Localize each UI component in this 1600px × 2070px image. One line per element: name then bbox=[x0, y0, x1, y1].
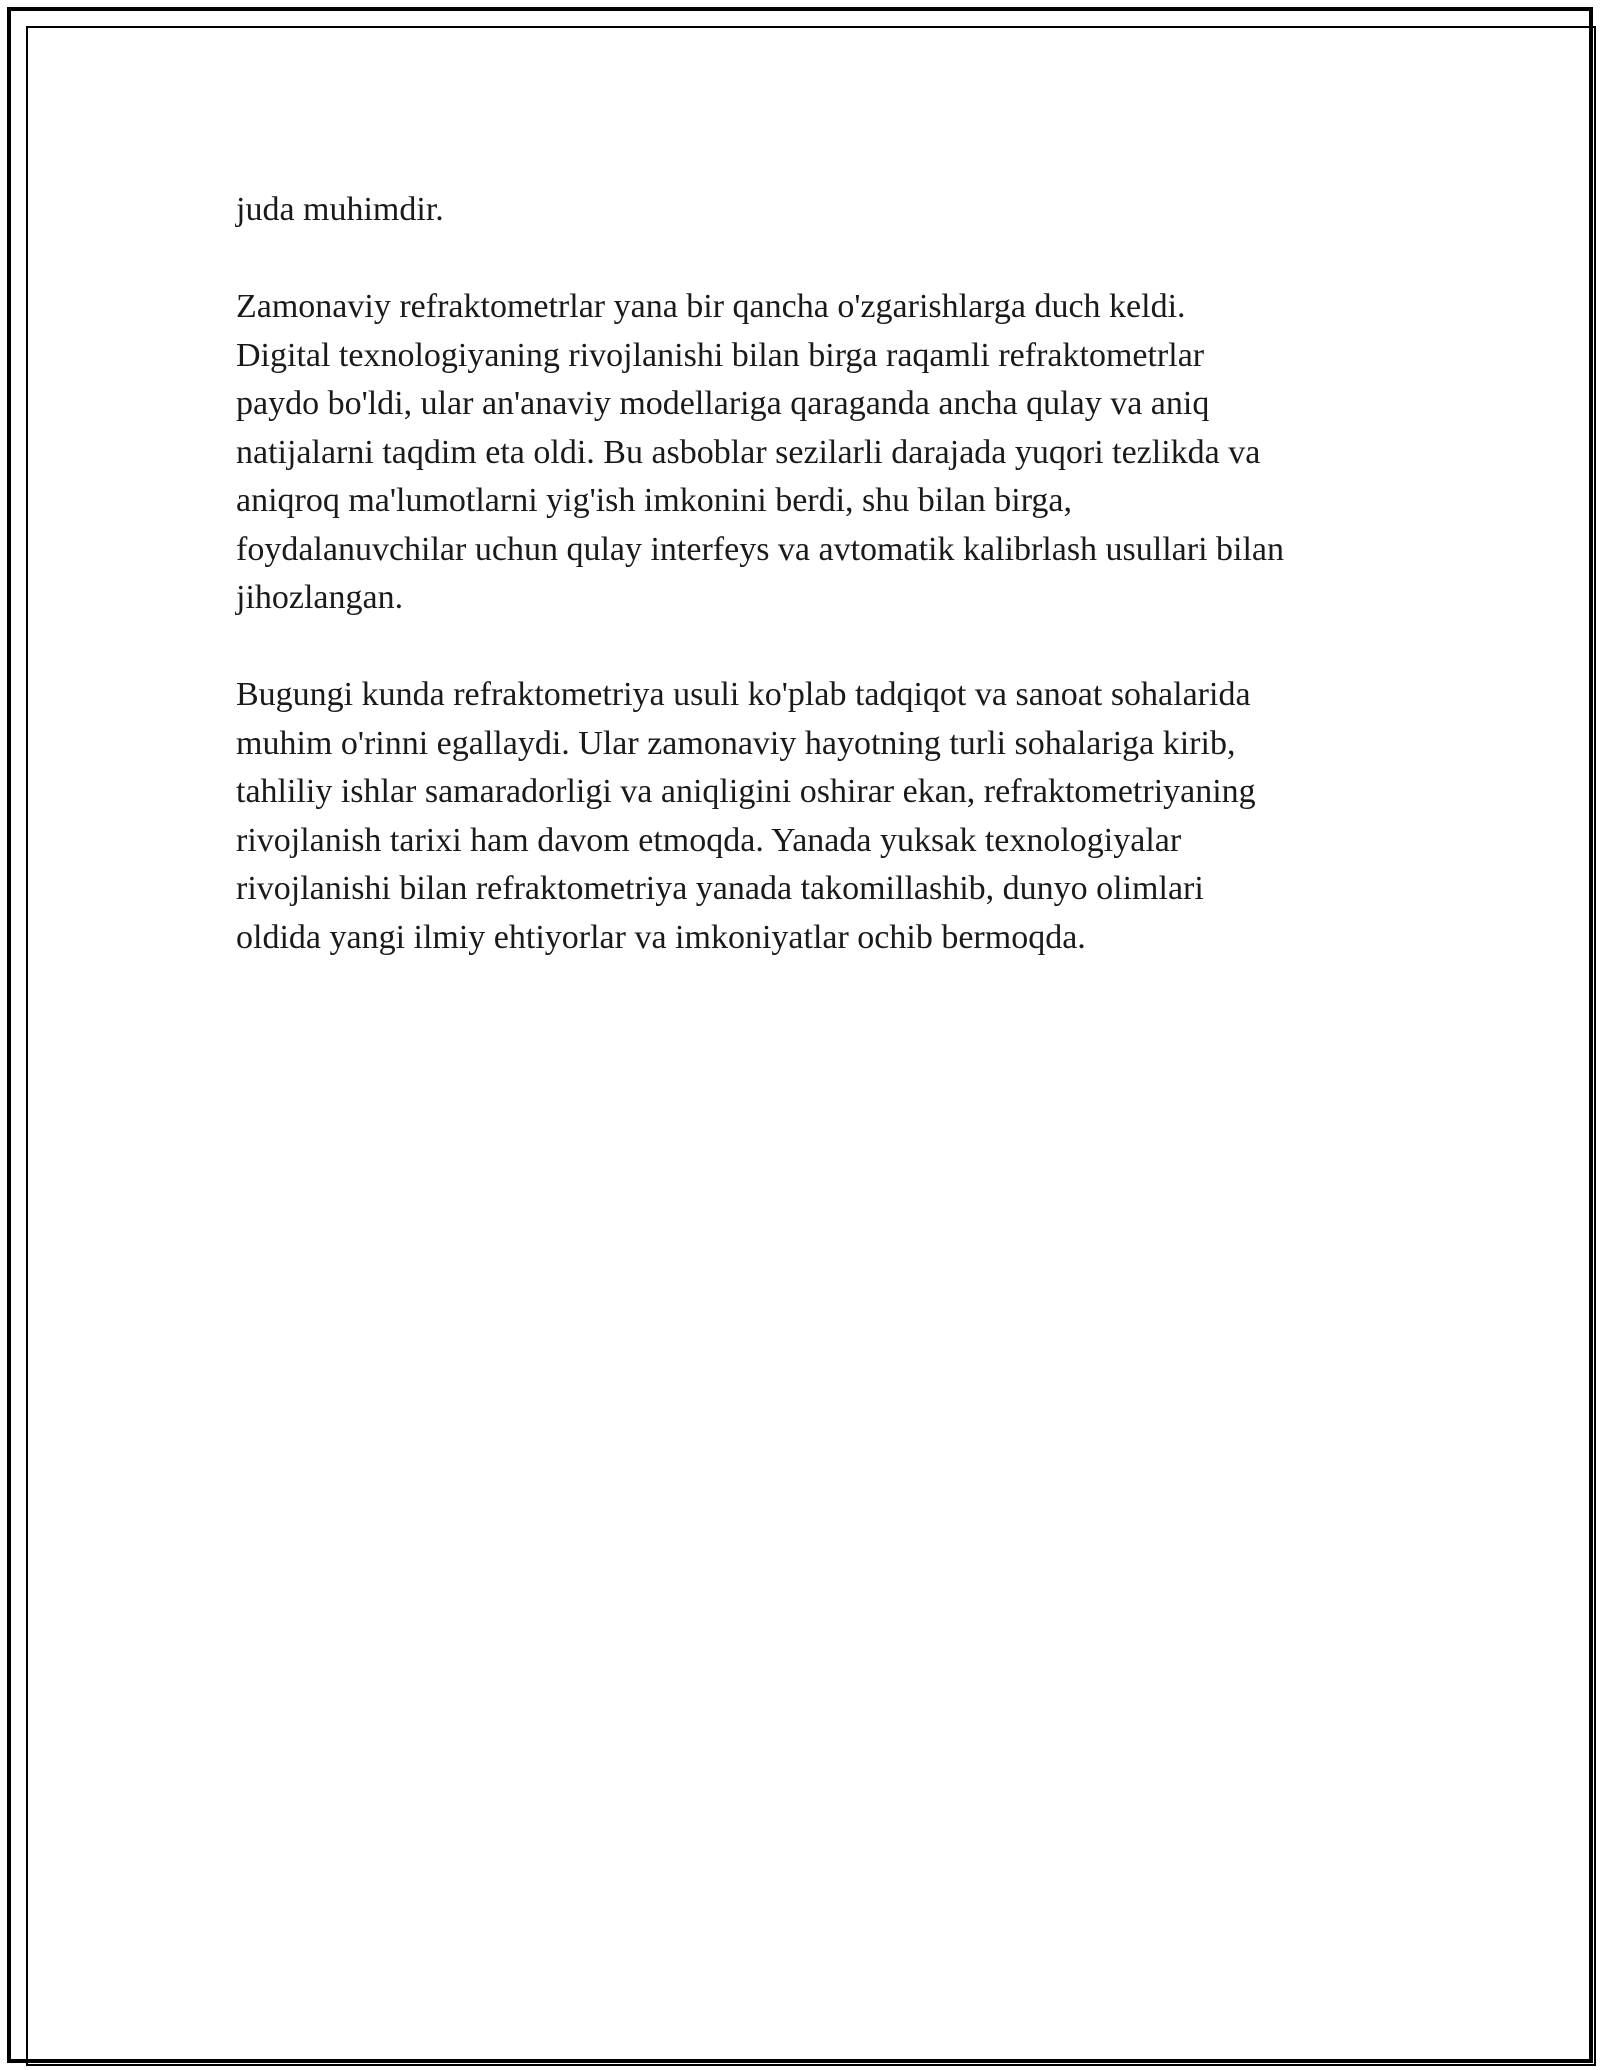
text-line: rivojlanishi bilan refraktometriya yanada takomillashib, dunyo olimlari bbox=[236, 870, 1204, 907]
text-line: muhim o'rinni egallaydi. Ular zamonaviy hayotning turli sohalariga kirib, bbox=[236, 724, 1236, 762]
text-line: juda muhimdir. bbox=[236, 191, 444, 228]
text-line: tahliliy ishlar samaradorligi va aniqligini oshirar ekan, refraktometriyaning bbox=[236, 773, 1256, 810]
text-line: natijalarni taqdim eta oldi. Bu asboblar sezilarli darajada yuqori tezlikda va bbox=[236, 433, 1261, 471]
text-line: Digital texnologiyaning rivojlanishi bilan birga raqamli refraktometrlar bbox=[236, 336, 1205, 374]
text-line: oldida yangi ilmiy ehtiyorlar va imkoniyatlar ochib bermoqda. bbox=[236, 918, 1086, 956]
text-line: aniqroq ma'lumotlarni yig'ish imkonini berdi, shu bilan birga, bbox=[236, 482, 1073, 519]
page-body bbox=[236, 186, 1376, 1011]
paragraph-2 bbox=[236, 283, 1376, 623]
text-line: Bugungi kunda refraktometriya usuli ko'plab tadqiqot va sanoat sohalarida bbox=[236, 676, 1251, 713]
paragraph-1 bbox=[236, 186, 1376, 235]
text-line: Zamonaviy refraktometrlar yana bir qancha o'zgarishlarga duch keldi. bbox=[236, 288, 1186, 325]
text-line: rivojlanish tarixi ham davom etmoqda. Yanada yuksak texnologiyalar bbox=[236, 821, 1182, 859]
text-line: foydalanuvchilar uchun qulay interfeys va avtomatik kalibrlash usullari bilan bbox=[236, 530, 1285, 568]
paragraph-3 bbox=[236, 671, 1376, 962]
text-line: paydo bo'ldi, ular an'anaviy modellariga qaraganda ancha qulay va aniq bbox=[236, 385, 1210, 422]
text-line: jihozlangan. bbox=[236, 579, 404, 616]
